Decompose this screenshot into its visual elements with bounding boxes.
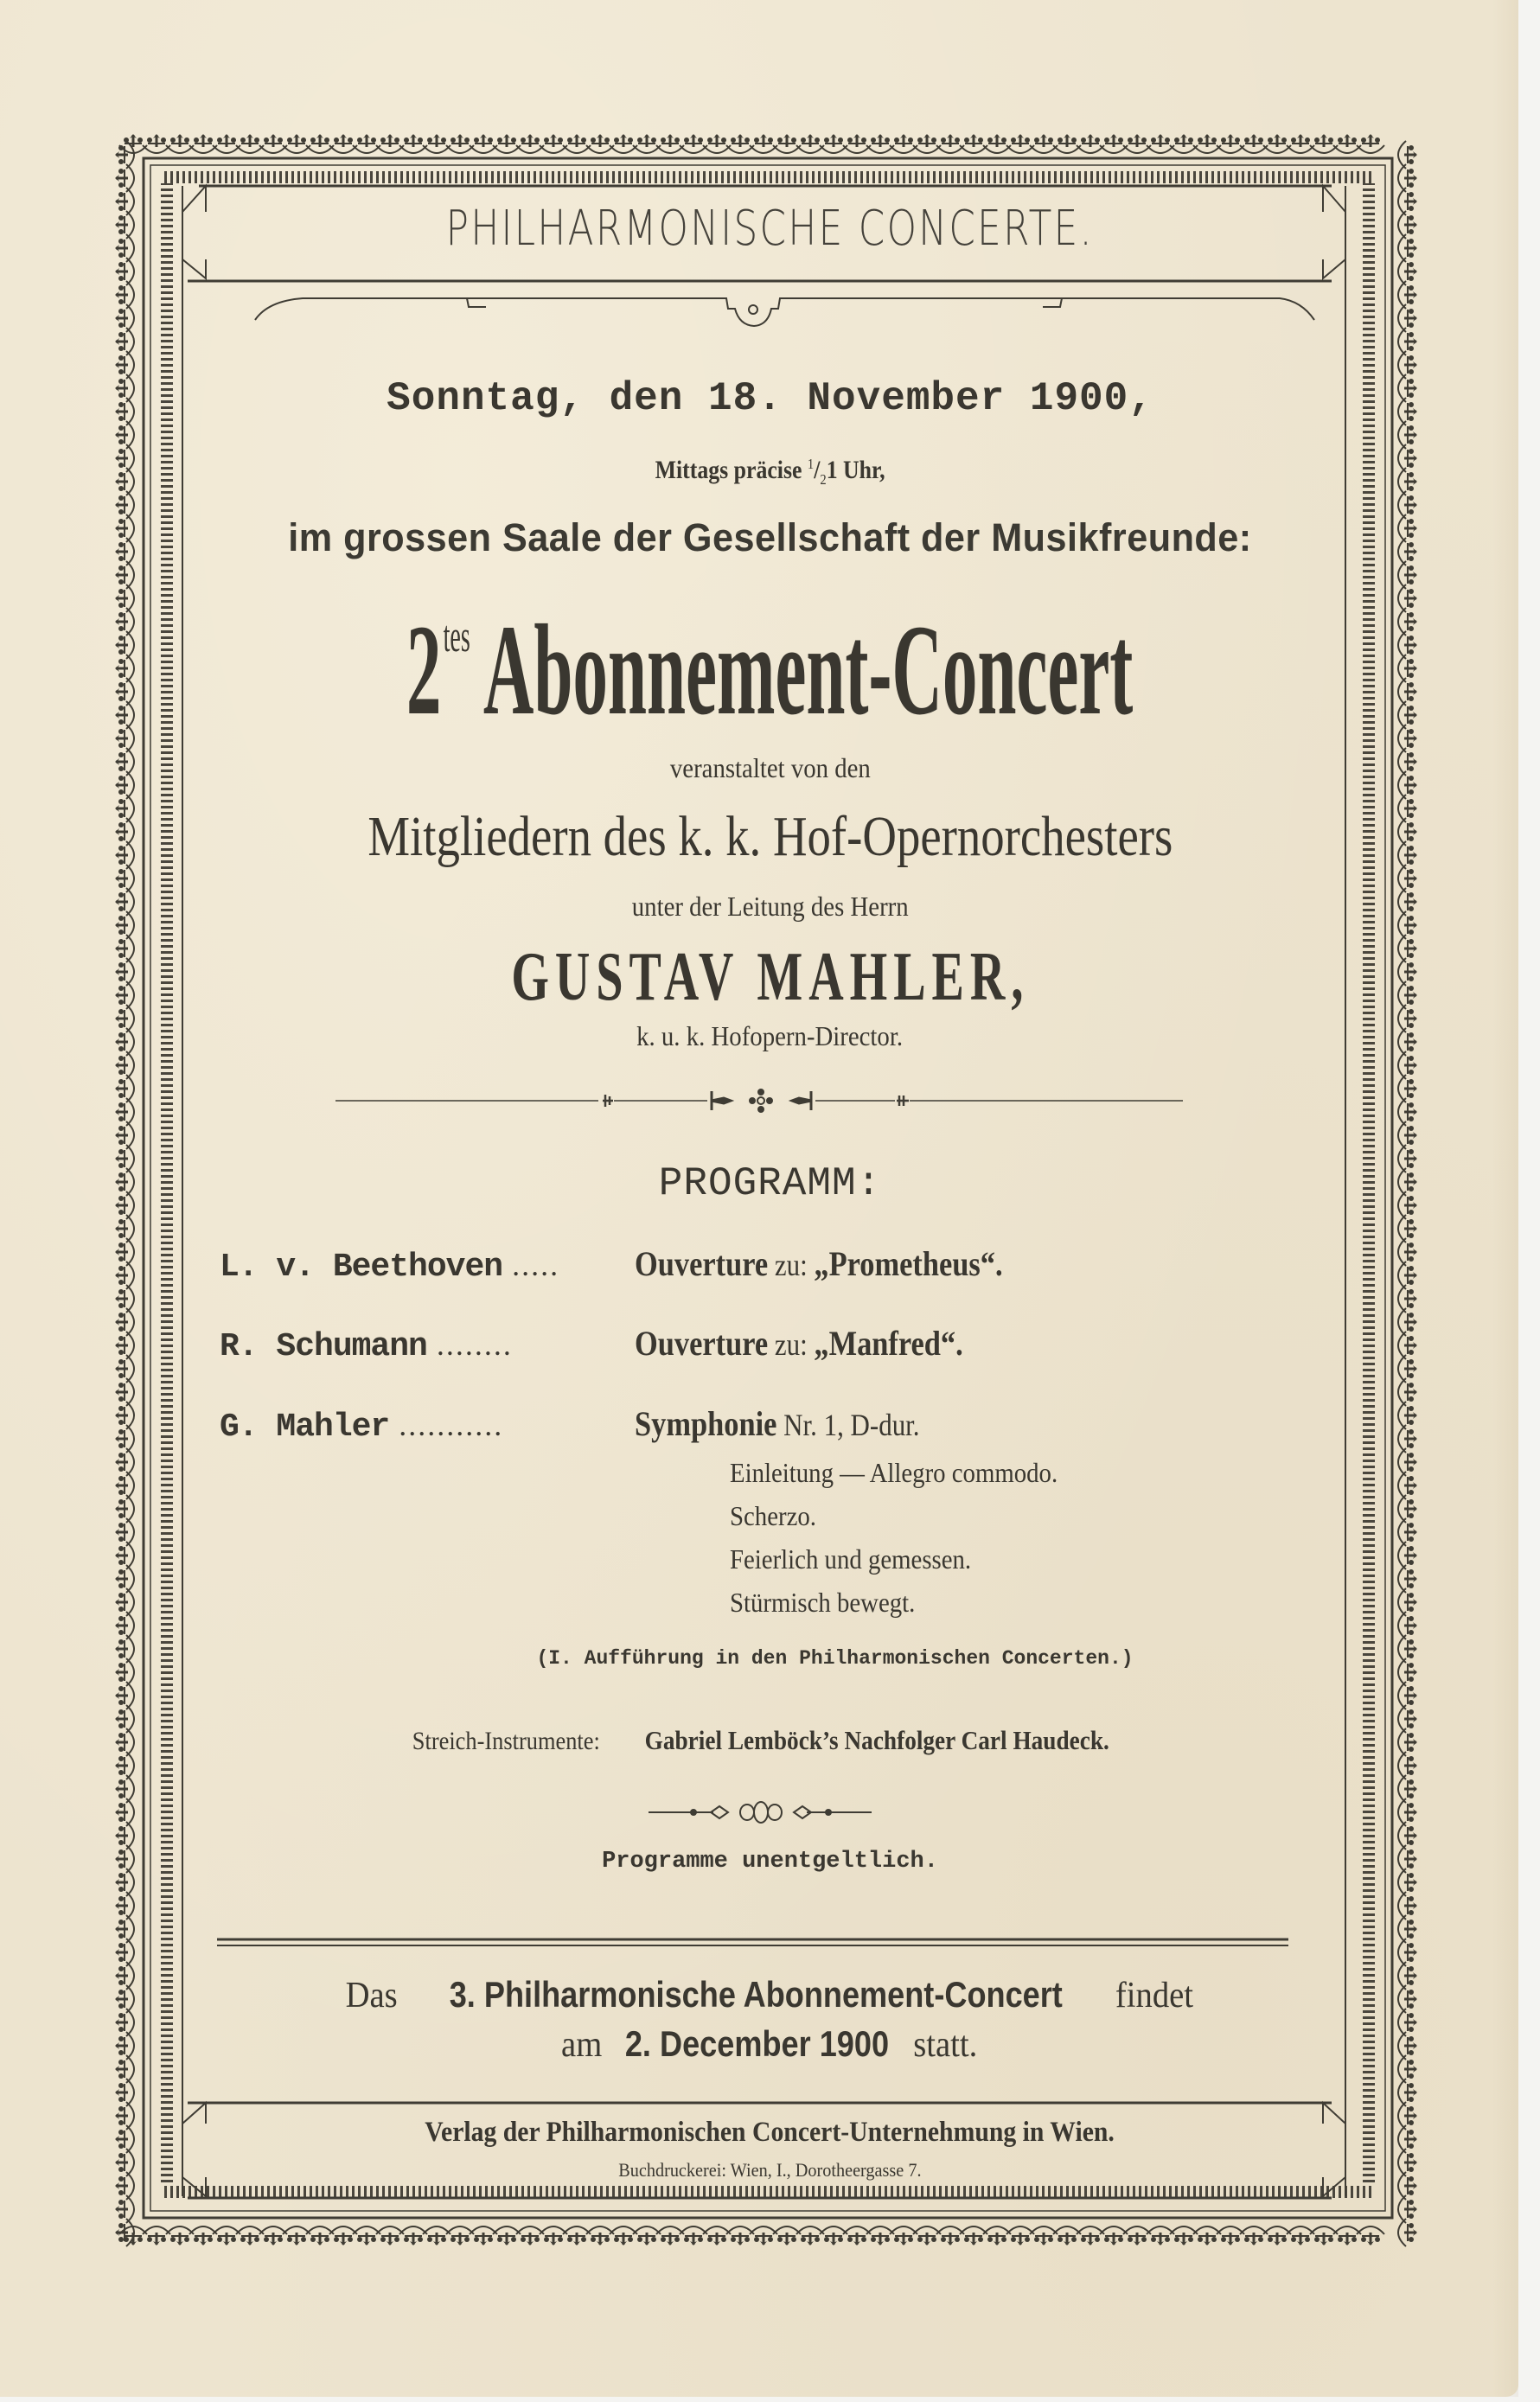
fleur-ornament — [1398, 1378, 1417, 1406]
free-programme-note: Programme unentgeltlich. — [602, 1849, 938, 1875]
fleur-ornament — [115, 1915, 134, 1943]
programme-item — [220, 1243, 1003, 1286]
fleur-ornament — [936, 2226, 964, 2245]
instruments-credit — [0, 1725, 1540, 1756]
fleur-ornament — [1398, 1775, 1417, 1803]
work-type: Ouverture — [635, 1324, 769, 1363]
fleur-ornament — [115, 1565, 134, 1593]
fleur-ornament — [115, 258, 134, 285]
fleur-ornament — [1398, 2079, 1417, 2106]
fleur-ornament — [1398, 1425, 1417, 1453]
tick-band-top — [164, 171, 1371, 183]
composer: R. Schumann — [220, 1328, 427, 1365]
concert-title — [0, 598, 1540, 742]
fleur-ornament — [1398, 304, 1417, 332]
fleur-ornament — [115, 1495, 134, 1523]
fleur-ornament — [1263, 134, 1291, 153]
fleur-ornament — [115, 1121, 134, 1149]
fleur-ornament — [890, 134, 917, 153]
fleur-ornament — [1333, 134, 1361, 153]
fleur-ornament — [470, 134, 497, 153]
fleur-ornament — [1398, 1355, 1417, 1383]
fleur-ornament — [189, 2226, 217, 2245]
fleur-ornament — [1398, 1121, 1417, 1149]
fleur-ornament — [353, 2226, 380, 2245]
fleur-ornament — [820, 134, 847, 153]
programme-heading: PROGRAMM: — [658, 1161, 882, 1206]
fleur-ornament — [703, 2226, 731, 2245]
fleur-ornament — [1100, 134, 1128, 153]
fleur-ornament — [115, 1448, 134, 1476]
fleur-ornament — [1398, 1495, 1417, 1523]
fleur-ornament — [115, 1355, 134, 1383]
fleur-ornament — [1287, 134, 1314, 153]
fleur-ornament — [1398, 421, 1417, 449]
header-title: PHILHARMONISCHE CONCERTE. — [445, 201, 1095, 257]
fleur-ornament — [1398, 141, 1417, 169]
fleur-ornament — [115, 1402, 134, 1429]
fleur-ornament — [936, 134, 964, 153]
work-connector: zu: — [768, 1248, 815, 1282]
fleur-ornament — [115, 1472, 134, 1499]
orchestra-name: Mitgliedern des k. k. Hof-Opernorchesters — [367, 805, 1173, 868]
fleur-ornament — [1398, 2195, 1417, 2223]
fleur-ornament — [1310, 2226, 1338, 2245]
fleur-ornament — [1053, 2226, 1081, 2245]
fleur-ornament — [115, 1238, 134, 1266]
publisher-line: Verlag der Philharmonischen Concert-Unternehmung in Wien. — [425, 2117, 1115, 2148]
fleur-ornament — [703, 134, 731, 153]
border-top-ornament — [119, 134, 1384, 153]
fleur-ornament — [213, 134, 240, 153]
fleur-ornament — [1398, 1098, 1417, 1126]
fleur-ornament — [189, 134, 217, 153]
fleur-ornament — [1398, 1822, 1417, 1849]
border-bottom-ornament — [119, 2226, 1384, 2245]
fleur-ornament — [1123, 2226, 1151, 2245]
fleur-ornament — [983, 2226, 1011, 2245]
fleur-ornament — [1398, 1565, 1417, 1593]
fleur-ornament — [306, 134, 334, 153]
fleur-ornament — [1147, 2226, 1174, 2245]
fleur-ornament — [1398, 1682, 1417, 1709]
fleur-ornament — [236, 2226, 264, 2245]
fleur-ornament — [329, 2226, 357, 2245]
fleur-ornament — [115, 1262, 134, 1289]
next-concert-line-1: Das3. Philharmonische Abonnement-Concertfindet — [345, 1974, 1194, 2016]
fleur-ornament — [166, 134, 194, 153]
fleur-ornament — [115, 1682, 134, 1709]
fleur-ornament — [399, 2226, 427, 2245]
work-type: Symphonie — [635, 1404, 777, 1443]
fleur-ornament — [446, 2226, 474, 2245]
fleur-ornament — [610, 2226, 637, 2245]
conductor-name: GUSTAV MAHLER, — [510, 939, 1029, 1015]
fleur-ornament — [115, 328, 134, 355]
fleur-ornament — [1398, 164, 1417, 192]
fleur-ornament — [1398, 1285, 1417, 1313]
fleur-ornament — [563, 134, 591, 153]
organized-by: veranstaltet von den — [669, 752, 871, 783]
fleur-ornament — [866, 134, 894, 153]
fleur-ornament — [446, 134, 474, 153]
composer: L. v. Beethoven — [220, 1249, 503, 1286]
fleur-ornament — [516, 134, 544, 153]
fleur-ornament — [1053, 134, 1081, 153]
fleur-ornament — [796, 134, 824, 153]
fleur-ornament — [1193, 134, 1221, 153]
fleur-ornament — [1030, 134, 1058, 153]
cross-rule-ornament — [335, 1089, 1183, 1113]
fleur-ornament — [1398, 1542, 1417, 1569]
fleur-ornament — [470, 2226, 497, 2245]
movement: Einleitung — Allegro commodo. — [730, 1457, 1058, 1488]
fleur-ornament — [1398, 1612, 1417, 1639]
instruments-maker: Gabriel Lemböck’s Nachfolger Carl Haudeck. — [644, 1725, 1109, 1755]
programme-item — [220, 1403, 920, 1446]
fleur-ornament — [1006, 2226, 1034, 2245]
fleur-ornament — [115, 1075, 134, 1102]
fleur-ornament — [115, 1332, 134, 1359]
fleur-ornament — [329, 134, 357, 153]
fleur-ornament — [306, 2226, 334, 2245]
fleur-ornament — [423, 2226, 450, 2245]
fleur-ornament — [283, 2226, 310, 2245]
fleur-ornament — [1217, 134, 1244, 153]
fleur-ornament — [1398, 1215, 1417, 1243]
fleur-ornament — [143, 2226, 170, 2245]
fleur-ornament — [1193, 2226, 1221, 2245]
fleur-ornament — [115, 1051, 134, 1079]
fleur-ornament — [843, 134, 871, 153]
event-date: Sonntag, den 18. November 1900, — [387, 376, 1153, 421]
work-title: „Manfred“. — [814, 1324, 963, 1363]
fleur-ornament — [1398, 1448, 1417, 1476]
fleur-ornament — [1077, 134, 1104, 153]
leader-dots: ........ — [426, 1327, 513, 1362]
fleur-ornament — [493, 134, 521, 153]
fleur-ornament — [610, 134, 637, 153]
fleur-ornament — [115, 1425, 134, 1453]
fleur-ornament — [115, 1542, 134, 1569]
fleur-ornament — [1170, 134, 1198, 153]
fleur-ornament — [1398, 1939, 1417, 1966]
fleur-ornament — [115, 1612, 134, 1639]
fleur-ornament — [115, 1285, 134, 1313]
fleur-ornament — [283, 134, 310, 153]
tick-band-bottom — [164, 2186, 1371, 2198]
fleur-ornament — [1100, 2226, 1128, 2245]
fleur-ornament — [1357, 134, 1384, 153]
fleur-ornament — [115, 561, 134, 589]
fleur-ornament — [540, 2226, 567, 2245]
fleur-ornament — [1398, 1051, 1417, 1079]
fleur-ornament — [1123, 134, 1151, 153]
conducted-by: unter der Leitung des Herrn — [631, 891, 909, 922]
first-performance-note: (I. Aufführung in den Philharmonischen Concerten.) — [536, 1647, 1134, 1670]
next-concert-line-2: am2. December 1900statt. — [561, 2023, 978, 2065]
fleur-ornament — [1077, 2226, 1104, 2245]
fleur-ornament — [166, 2226, 194, 2245]
fleur-ornament — [115, 1518, 134, 1546]
fleur-ornament — [1240, 2226, 1268, 2245]
fleur-ornament — [1398, 2219, 1417, 2246]
fleur-ornament — [726, 2226, 754, 2245]
fleur-ornament — [1398, 1262, 1417, 1289]
fleur-ornament — [1030, 2226, 1058, 2245]
fleur-ornament — [1287, 2226, 1314, 2245]
fleur-ornament — [1398, 1075, 1417, 1102]
work-title: „Prometheus“. — [814, 1244, 1003, 1283]
fleur-ornament — [423, 134, 450, 153]
n-corner-ornament — [1323, 259, 1345, 278]
fleur-ornament — [236, 134, 264, 153]
fleur-ornament — [960, 2226, 987, 2245]
fleur-ornament — [540, 134, 567, 153]
fleur-ornament — [1333, 2226, 1361, 2245]
fleur-ornament — [656, 134, 684, 153]
fleur-ornament — [115, 1798, 134, 1826]
fleur-ornament — [115, 1822, 134, 1849]
fleur-ornament — [680, 134, 707, 153]
fleur-ornament — [960, 134, 987, 153]
fleur-ornament — [1006, 134, 1034, 153]
leader-dots: ........... — [389, 1408, 504, 1442]
work-connector: Nr. 1, D-dur. — [776, 1408, 920, 1442]
fleur-ornament — [1398, 561, 1417, 589]
fleur-ornament — [890, 2226, 917, 2245]
fleur-ornament — [586, 134, 614, 153]
movement: Scherzo. — [730, 1500, 816, 1531]
fleur-ornament — [1398, 1892, 1417, 1920]
fleur-ornament — [115, 1378, 134, 1406]
fleur-ornament — [376, 134, 404, 153]
fleur-ornament — [1398, 281, 1417, 309]
fleur-ornament — [680, 2226, 707, 2245]
fleur-ornament — [1398, 351, 1417, 379]
fleur-ornament — [1398, 258, 1417, 285]
event-venue: im grossen Saale der Gesellschaft der Musikfreunde: — [288, 515, 1252, 559]
concert-number: 2 — [406, 598, 442, 742]
scroll-flourish-ornament — [255, 298, 1314, 326]
fleur-ornament — [115, 281, 134, 309]
fleur-ornament — [376, 2226, 404, 2245]
work-connector: zu: — [768, 1327, 815, 1362]
fleur-ornament — [633, 134, 661, 153]
work-type: Ouverture — [635, 1244, 769, 1283]
movement: Feierlich und gemessen. — [730, 1543, 972, 1575]
fleur-ornament — [259, 134, 287, 153]
fleur-ornament — [115, 1892, 134, 1920]
fleur-ornament — [586, 2226, 614, 2245]
fleur-ornament — [773, 2226, 801, 2245]
fleur-ornament — [1398, 1402, 1417, 1429]
fleur-ornament — [115, 2219, 134, 2246]
fleur-ornament — [115, 164, 134, 192]
conductor-title: k. u. k. Hofopern-Director. — [636, 1020, 904, 1051]
fleur-ornament — [115, 1215, 134, 1243]
fleur-ornament — [1240, 134, 1268, 153]
fleur-ornament — [143, 134, 170, 153]
fleur-ornament — [866, 2226, 894, 2245]
fleur-ornament — [115, 1588, 134, 1616]
fleur-ornament — [115, 351, 134, 379]
concert-title-text: Abonnement-Concert — [483, 598, 1134, 742]
fleur-ornament — [1398, 328, 1417, 355]
programme-item — [220, 1323, 963, 1365]
movement: Stürmisch bewegt. — [730, 1587, 916, 1618]
instruments-label: Streich-Instrumente: — [412, 1727, 600, 1755]
fleur-ornament — [633, 2226, 661, 2245]
fleur-ornament — [1357, 2226, 1384, 2245]
fleur-ornament — [1398, 1238, 1417, 1266]
fleur-ornament — [726, 134, 754, 153]
fleur-ornament — [913, 134, 941, 153]
fleur-ornament — [1310, 134, 1338, 153]
fleur-ornament — [115, 2195, 134, 2223]
fleur-ornament — [115, 141, 134, 169]
fleur-ornament — [115, 304, 134, 332]
fleur-ornament — [493, 2226, 521, 2245]
fleur-ornament — [399, 134, 427, 153]
fleur-ornament — [259, 2226, 287, 2245]
fleur-ornament — [796, 2226, 824, 2245]
fleur-ornament — [516, 2226, 544, 2245]
leader-dots: ..... — [502, 1248, 560, 1282]
fleur-ornament — [750, 134, 777, 153]
fleur-ornament — [1398, 1798, 1417, 1826]
fleur-ornament — [1398, 1518, 1417, 1546]
fleur-ornament — [353, 134, 380, 153]
fleur-ornament — [1398, 1332, 1417, 1359]
knot-rule-ornament — [649, 1802, 872, 1823]
concert-number-suffix: tes — [443, 612, 471, 661]
fleur-ornament — [773, 134, 801, 153]
fleur-ornament — [1398, 1588, 1417, 1616]
fleur-ornament — [983, 134, 1011, 153]
event-time: Mittags präcise $^1/_21$ Uhr, — [655, 456, 885, 488]
fleur-ornament — [1398, 1915, 1417, 1943]
fleur-ornament — [656, 2226, 684, 2245]
printer-line: Buchdruckerei: Wien, I., Dorotheergasse 7. — [618, 2159, 922, 2181]
fleur-ornament — [1398, 1472, 1417, 1499]
fleur-ornament — [1147, 134, 1174, 153]
fleur-ornament — [563, 2226, 591, 2245]
composer: G. Mahler — [220, 1409, 390, 1446]
n-corner-ornament — [182, 259, 206, 278]
fleur-ornament — [115, 1939, 134, 1966]
fleur-ornament — [1170, 2226, 1198, 2245]
fleur-ornament — [213, 2226, 240, 2245]
fleur-ornament — [1217, 2226, 1244, 2245]
fleur-ornament — [115, 2079, 134, 2106]
fleur-ornament — [750, 2226, 777, 2245]
fleur-ornament — [820, 2226, 847, 2245]
fleur-ornament — [913, 2226, 941, 2245]
fleur-ornament — [115, 421, 134, 449]
fleur-ornament — [115, 1775, 134, 1803]
fleur-ornament — [843, 2226, 871, 2245]
fleur-ornament — [115, 1098, 134, 1126]
fleur-ornament — [1263, 2226, 1291, 2245]
fleur-ornament — [115, 1308, 134, 1336]
fleur-ornament — [1398, 1308, 1417, 1336]
